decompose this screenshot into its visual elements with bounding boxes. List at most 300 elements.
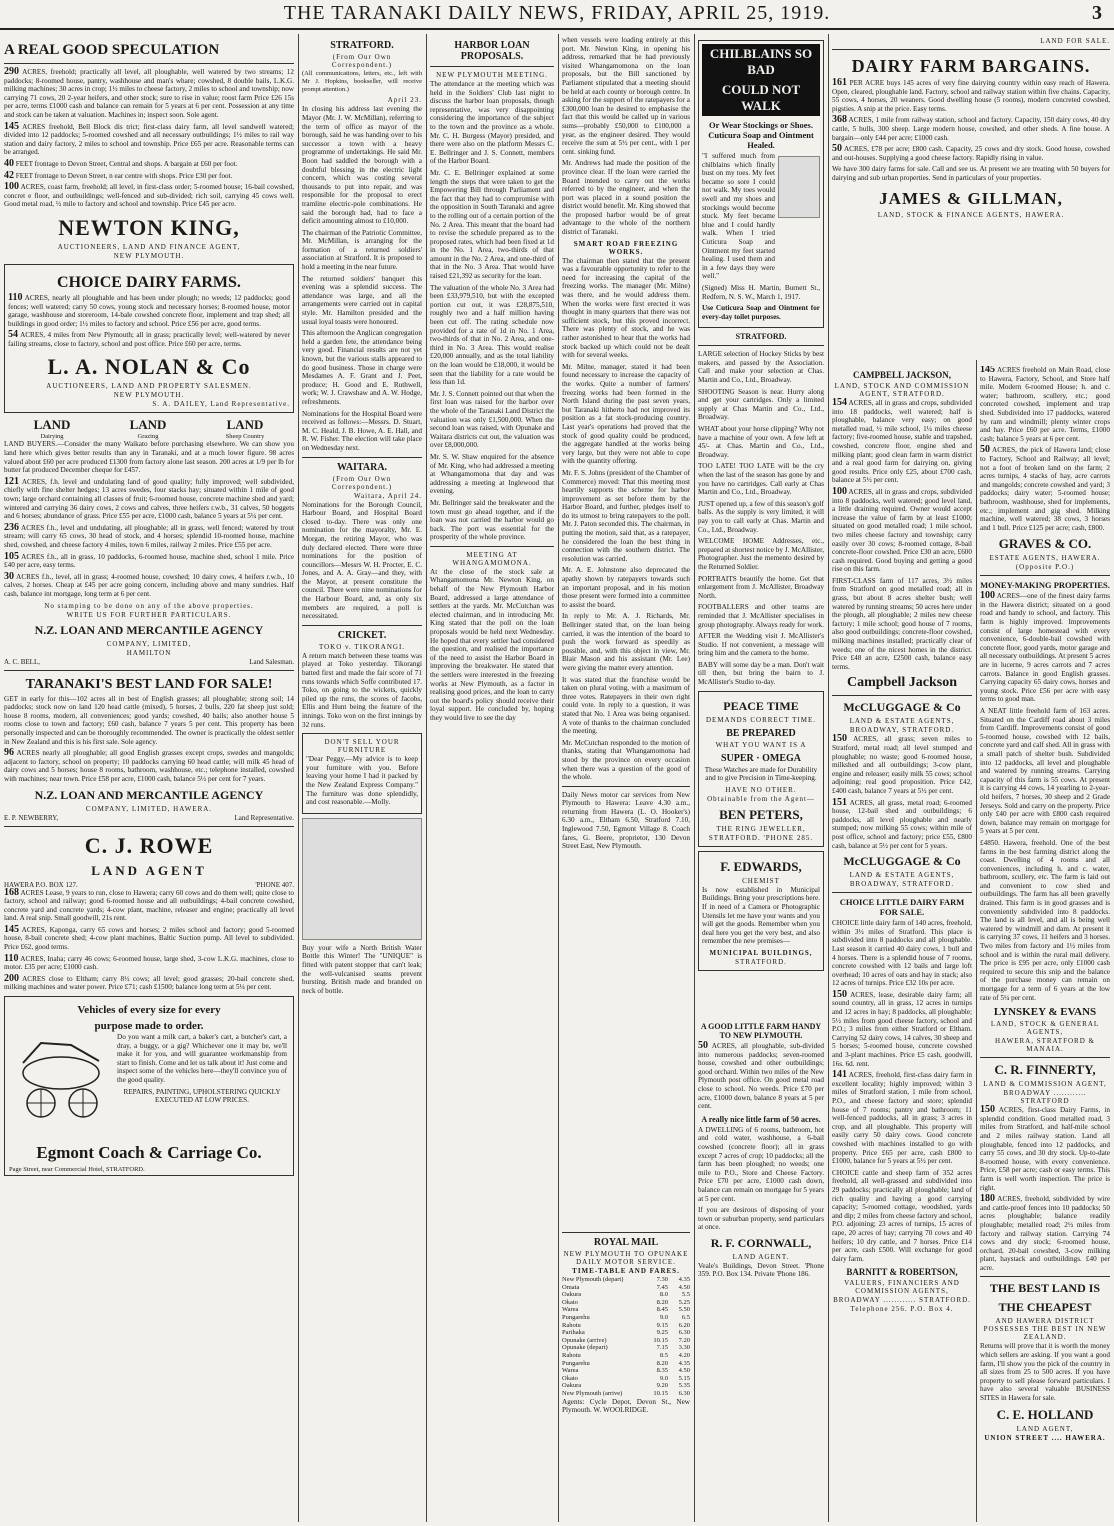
rep-name: E. P. NEWBERRY, [4, 813, 59, 822]
chilblains-ad [698, 40, 824, 328]
peace-heading: PEACE TIME [723, 698, 799, 713]
listing-acres: 180 [980, 1193, 995, 1205]
listing-150c [980, 1106, 1110, 1192]
listing-text: ACRES, all ploughable, sub-divided into numerous paddocks; seven-roomed house, cowshed and other outbuildings; good orchard. Within two miles of the New Plymouth post office. On good metal road close to school. No weeds. Price £70 per acre, £1000 down, balance 8 years at 5 per cent. [698, 1042, 824, 1111]
correspondent: (From Our Own Correspondent.) [331, 474, 393, 491]
listing-acres: 110 [4, 952, 19, 964]
timetable-time: 10.15 [653, 1389, 668, 1397]
cricket-heading: CRICKET. [337, 629, 387, 641]
divider [562, 786, 690, 787]
best-land-heading: TARANAKI'S BEST LAND FOR SALE! [25, 676, 273, 692]
news-paragraph: Mr. A. E. Johnstone also deprecated the apathy shown by ratepayers towards such an important proposal, and in his motion those present were formed into a committee to assist the board. [562, 566, 690, 609]
best-land-heading-2: THE BEST LAND IS [989, 1281, 1101, 1296]
listing-text: ACRES, freehold, first-class dairy farm in excellent locality; highly improved; within 3 miles of Stratford station, 1 mile from school, P.O., and cheese factory and store; splendid house of 7 rooms; pantry and bathroom; 11 well-fenced paddocks, all in grass; 3 acres in crop, and all ploughable. This property will easily carry 50 dairy cows. Good concrete cowshed with machines installed to go with property. Price £65 per acre, cash £800 to £1000, balance for 5 years at 5½ per cent. [832, 1071, 972, 1166]
chilblains-heading: CHILBLAINS SO BAD [702, 44, 820, 80]
classified: JUST opened up, a few of this season's golf balls. As the supply is very limited, it will pay you to call early at Chas. Martin and Co., Ltd., Broadway. [698, 499, 824, 534]
listing-text: ACRES f.h., level and undulating, all ploughable; all in grass, well fenced; watered by trout stream; will carry 65 cows, 30 head of stock, and 4 horses; splendid 10-roomed house, machine shed, cowshed, and cheese factory 4 miles, town 6 miles, railway 2 miles. Price £55 per acre. [4, 523, 294, 549]
news-paragraph: Nominations for the Borough Council, Harbour Board, and Hospital Board closed to-day. There was only one nomination for the mayoralty, Mr. E. Morgan, the retiring Mayor, who was duly declared elected. There were three nominations for the position of councillors—Messrs W. H. Procter, E. C. Jones, and A. A. Gray—and they, with the Mayor, at present constitute the council. There were nine nominations for the Harbour Board, and, as only six members are required, a poll is necessitated. [302, 500, 422, 621]
timetable-time: 6.5 [681, 1313, 690, 1321]
listing-acres: 105 [4, 550, 19, 562]
newton-king-place: NEW PLYMOUTH. [113, 251, 185, 260]
timetable-time: 9.20 [656, 1382, 668, 1390]
divider [832, 892, 972, 893]
listing-acres: 141 [832, 1069, 847, 1081]
column-rule [694, 34, 695, 1522]
listing-text: ACRES close to Eltham; carry 8½ cows; all level; good grasses; 20-bail concrete shed, milking machines and water power. Price £71; cash £1500; balance long term at 5¼ per cent. [4, 974, 294, 992]
finnerty-sub: LAND & COMMISSION AGENT, [983, 1080, 1107, 1089]
listing-acres: 30 [4, 570, 14, 582]
listing-150 [832, 735, 972, 795]
land-sub: Dairying [40, 433, 64, 441]
mccluggage-address: BROADWAY, STRATFORD. [849, 726, 955, 735]
peace-omega: SUPER · OMEGA [720, 752, 801, 764]
listing-text: ACRES, all grass, metal road; 6-roomed house, 12-bail shed and outbuildings; 6 paddocks, all level ploughable and nearly stumped; now milking 55 cows; within mile of post office, school and factory; price £55, £800 cash, balance at 5½ per cent for 5 years. [832, 798, 972, 850]
listing-text: ACRES, all in grass and crops, subdivided into 8 paddocks, well watered; good level land, a little draining required. Owner would accept increase the value of farm by at least £1000; situated on good metalled road; 1 mile school, two miles cheese factory and township; carry easily over 30 cows; 8-roomed cottage, 8-bail concrete-floor cowshed. Price £30 an acre, £600 cash required. Good buying and getting a good rise on this farm. [832, 487, 972, 574]
campbell-jackson-sub: LAND, STOCK AND COMMISSION AGENT, STRATFORD. [834, 382, 970, 398]
news-paragraph: when vessels were loading entirely at this port. Mr. Newton King, in opening his address, remarked that he had previously visited Whangamomona on the loan proposals, but the Bill sanctioned by Parliament stipulated that a meeting should be held at each county or borough centre. In asking for the support of the ratepayers for a £300,000 loan he desired to emphasise the fact that this would be called up in various sums—probably £50,000 to £100,000 a year, as the engineer desired. They would receive the sum at 5½ per cent., with 1 per cent. sinking fund. [562, 36, 690, 156]
listing-acres: 154 [832, 397, 847, 408]
listing-110b [4, 952, 294, 972]
nzl-hamilton-reps [4, 658, 294, 666]
news-paragraph: The valuation of the whole No. 3 Area had been £33,979,510, but with the excepted portion cut out, it was £28,875,510, roughly two and a half million having been cut off. The rating schedule now provided for a rate of 1d in No. 1 Area, two-thirds of that in No. 2 Area, and one-third in No. 3 Area. This would realise £20,000 annually, and as the total liability on the loan would be £18,000, it would be seen that the liability for a rate would be less than 1d. [430, 283, 554, 387]
furniture-body: "Dear Peggy,—My advice is to keep your furniture with you. Before leaving your home I had it packed by the New Zealand Express Company." The furniture was done splendidly, and cost reasonable.—Molly. [306, 755, 418, 807]
best-land-body: Returns will prove that it is worth the money which sellers are asking. If you want a good farm, I'll show you the pick of the country in all sizes from 25 to 500 acres. If you have property to sell please forward particulars. I have also several valuable BUSINESS SITES in Hawera for sale. [980, 1342, 1110, 1403]
choice-dairy-box [4, 264, 294, 414]
daily-news-service: Daily News motor car services from New Plymouth to Hawera: Leave 4.30 a.m., returning from Hawera (L. O. Hooker's) 6.30 a.m., Eltham 6.50, Stratford 7.10, Inglewood 7.50, Egmont Village 8. Coach fares, G. Beere, proprietor, 130 Devon Street East, New Plymouth. [562, 790, 690, 851]
column-rule [298, 34, 299, 1522]
listing-text: ACRES, all in grass and crops, subdivided into 18 paddocks, well watered; half is ploughable, balance very easy; on good metalled road, ½ mile school, 1¼ miles cheese factory; five-roomed house, stable and trapshed, cowshed, concrete floor, engine shed and milking plant; good clean farm in warm district and a real good farm for dairying on, giving good results. Price only £25, about £700 cash, balance at 5½ per cent. [832, 399, 972, 485]
classified: WELCOME HOME Addresses, etc., prepared at shortest notice by J. McAllister, Photographer. Just the memento desired by the Returned Soldier. [698, 537, 824, 571]
mccluggage-name: McCLUGGAGE & Co [843, 700, 961, 715]
timetable-row [562, 1314, 690, 1322]
timetable-time: 6.30 [678, 1329, 690, 1337]
land-block [130, 417, 167, 440]
vehicles-heading: Vehicles of every size for every [77, 1004, 221, 1017]
municipal-place: STRATFORD. [735, 958, 787, 966]
vehicles-ad [4, 996, 294, 1176]
timetable-time: 5.35 [678, 1382, 690, 1390]
nzl-hawera-name: N.Z. LOAN AND MERCANTILE AGENCY [34, 787, 264, 802]
listing-text: ACRES, all grass; seven miles to Stratford, metal road; all level stumped and ploughable; no waste; good 6-roomed house, milkshed and all outbuildings; 3-cow plant, engine and releaser; easily milk 55 cows; school adjoining; real good proposition. Price £42, £400 cash, balance 7 years at 5½ per cent. [832, 735, 972, 795]
timetable-row [562, 1299, 690, 1307]
land-for-sale: LAND FOR SALE. [1040, 37, 1110, 45]
news-paragraph: At the close of the stock sale at Whangamomona Mr. Newton King, on behalf of the New Plymouth Harbor Board, addressed a large attendance of settlers at the yards. Mr. McCutchan was elected chairman, and in introducing Mr. King stated that the poll on the loan proposals would be held next Wednesday. He hoped that every settler had considered the question, and realised the importance of the need to assist the Harbor Board in improving the breakwater. He stated that the settlers were interested in the freezing works at New Plymouth, as a factor in realising good prices, and the loan to carry out the board's policy should receive their loyal support. He concluded by, hoping they would live to see the day [430, 567, 554, 722]
edwards-ad [698, 851, 824, 971]
timetable-stop: Rahotu [562, 1351, 581, 1359]
timetable-stop: New Plymouth (arrive) [562, 1389, 623, 1397]
mccluggage-name-2: McCLUGGAGE & Co [843, 854, 961, 869]
listing-text: ACRES, £78 per acre; £800 cash. Capacity, 25 cows and dry stock. Good house, cowshed and out-houses. Supplying a good cheese factory. Rapidly rising in value. [832, 145, 1110, 162]
listing-50b [980, 446, 1110, 532]
land-sub: Sheep Country [225, 433, 265, 441]
timetable-row [562, 1344, 690, 1352]
land-word: LAND [226, 417, 264, 433]
listing-text: ACRES Lease, 9 years to run, close to Hawera; carry 60 cows and do them well; quite close to factory, school and railway; good 6-roomed house and all outbuildings; 4-bail concrete cowshed, concrete yard and concrete yards; 4-cow plant, machine, releaser and engine; practically all level land. A real snip. Small goodwill, 21s rent. [4, 888, 294, 923]
timetable-stop: Warea [562, 1367, 579, 1375]
timetable-row [562, 1306, 690, 1314]
chilblains-signed: (Signed) Miss H. Martin, Burnett St., Redfern, N. S. W., March 1, 1917. [702, 283, 820, 301]
peace-none: HAVE NO OTHER. [725, 785, 797, 794]
dateline: April 23. [387, 96, 422, 105]
timetable-row [562, 1382, 690, 1390]
rep-title: Land Salesman. [249, 657, 294, 666]
ben-peters-sub: THE RING JEWELLER, [716, 824, 806, 833]
listing-text: ACRES, nearly all ploughable and has been under plough; no weeds; 12 paddocks; good fences; well watered; carry 50 cows, young stock and necessary horses; 8-roomed house, motor garage, washhouse and storeroom, 14-bale cowshed concrete floor, implement and trap shed; all buildings in good order; 1½ miles to factory and school. Price £56 per acre, good terms. [8, 293, 291, 328]
timetable-stop: Opunake (depart) [562, 1344, 608, 1352]
timetable-stop: Pungarehu [562, 1313, 590, 1321]
listing-180 [980, 1195, 1110, 1272]
vehicles-heading-2: purpose made to order. [94, 1020, 204, 1033]
neat-farm: A NEAT little freehold farm of 163 acres. Situated on the Cardiff road about 3 miles from Cardiff. Improvements consist of good 5-roomed house, cowshed with 12 bails, concrete yard and calf shed. All in grass with a small patch of shelter bush. Subdivided into 12 paddocks, all level and ploughable and watered by running streams. Carrying capacity of this farm is 55 cows. At present it is carrying 44 cows, 14 yearling to 2-year-old heifers, 7 horses, 30 sheep and 2 Grade Jerseys. Sold and carry on the property. Price only £40 per acre with £800 cash required down, balance may remain on mortgage for 5 years at 5 per cent. [980, 707, 1110, 836]
whanga-heading: MEETING AT WHANGAMOMONA. [452, 550, 532, 567]
news-paragraph: In reply to Mr. A. J. Richards, Mr. Bellringer stated that, on the loan being carried, it was the intention of the board to push the work forward as speedily as possible, and, with this object in view, Mr. Blair Mason and his assistant (Mr. Lee) were giving the matter every attention. [562, 612, 690, 672]
harbor-heading: HARBOR LOAN PROPOSALS. [454, 40, 530, 62]
woman-portrait-icon [778, 156, 820, 218]
peace-obtain: Obtainable from the Agent— [707, 794, 815, 803]
cornwall-name: R. F. CORNWALL, [710, 1235, 812, 1250]
listing-100c [980, 592, 1110, 704]
listing-acres: 100 [832, 485, 847, 497]
dairy-bargains-heading: DAIRY FARM BARGAINS. [851, 56, 1091, 76]
timetable-stop: Parihaka [562, 1329, 585, 1337]
edwards-sub: CHEMIST [742, 876, 780, 885]
divider [832, 49, 1110, 50]
rep-title: Land Representative. [234, 813, 294, 822]
vehicles-repairs: REPAIRS, PAINTING, UPHOLSTERING QUICKLY EXECUTED AT LOW PRICES. [123, 1087, 281, 1105]
land-block [226, 417, 265, 440]
timetable-time: 7.20 [678, 1336, 690, 1344]
ben-peters-address: STRATFORD. 'PHONE 285. [708, 833, 814, 842]
james-gillman-name: JAMES & GILLMAN, [879, 188, 1063, 208]
listing-text: PER ACRE buys 145 acres of very fine dairying country within easy reach of Hawera. Open, cleared, ploughable land. Factory, school and railway station within five chains. Capacity, 55 cows, 4 horses, 20 weaners. Good dwelling house (5 rooms), modern concreted cowshed, pigsties. A snip at the price. Easy terms. [832, 79, 1110, 113]
timetable-row [562, 1360, 690, 1368]
choice-little-heading: CHOICE LITTLE DAIRY FARM FOR SALE. [839, 897, 965, 918]
horse-cart-illustration-icon [11, 1033, 111, 1125]
listing-text: ACRES freehold on Main Road, close to Hawera, Factory, School, and Store half mile. Modern 6-roomed House; h. and c. water; bathroom, scullery, etc.; good concreted cowshed, implement and trap shed. Subdivided into 17 paddocks, watered by ram and windmill; plenty winter crops and hay. Price £60 per acre. Terms, £1000 cash; balance 5 years at 6 per cent. [980, 366, 1110, 443]
classified: SHOOTING Season is near. Hurry along and get your cartridges. Only a limited supply at Chas Martin and Co., Ltd., Broadway. [698, 387, 824, 422]
news-paragraph: Mr. Andrews had made the position of the province clear. If the loan were carried the Board intended to carry out the works referred to by the engineer, and when the port was placed in a sound position the district would benefit. Mr. King showed that the proposed harbor would be of great advantage to the whole of the northern district of Taranaki. [562, 159, 690, 237]
dispose-text: If you are desirous of disposing of your town or suburban property, send particulars at once. [698, 1206, 824, 1232]
divider [430, 546, 554, 547]
timetable-time: 4.50 [678, 1283, 690, 1291]
timetable-time: 8.5 [659, 1351, 668, 1359]
timetable-stop: Oakura [562, 1382, 582, 1390]
listing-acres: 121 [4, 475, 19, 487]
water-bottle-illustration-icon [302, 818, 422, 940]
news-paragraph: Mr. F. S. Johns (president of the Chamber of Commerce) moved: That this meeting most heartily supports the scheme for harbor improvement as set before them by the Harbor Board, and further, pledges itself to do its utmost to bring ratepayers to the poll. Mr. J. Paton seconded this. The chairman, in putting the motion, said that, as a ratepayer, he considered the loan the best thing in connection with the southern district. The resolution was carried. [562, 468, 690, 563]
divider [832, 695, 972, 696]
timetable-row [562, 1284, 690, 1292]
listing-acres: 145 [4, 120, 19, 132]
page-number: 3 [1092, 2, 1102, 24]
listing-text: ACRES nearly all ploughable; all good English grasses except crops, swedes and mangolds; adjacent to factory, school on property; 10 paddocks carrying 60 head cattle; will milk 45 head of dairy cows and 5 horses; house 8 rooms, bathroom, washhouse, etc.; telephone installed, cowshed with machines; near town. Price £58 per acre, £1000 cash, balance 5½ per cent for 7 years. [4, 749, 294, 783]
listing-141 [832, 1071, 972, 1166]
listing-text: ACRES f.h., all in grass, 10 paddocks, 6-roomed house, machine shed, school 1 mile. Price £40 per acre, easy terms. [4, 552, 294, 570]
newton-king-name: NEWTON KING, [58, 214, 240, 240]
timetable-time: 4.35 [678, 1359, 690, 1367]
listing-text: ACRES, freehold, subdivided by wire and cattle-proof fences into 10 paddocks; 50 acres ploughable; balance readily ploughable; metalled road; 2½ miles from factory and railway station. Carrying 74 cows and dry stock; 6-roomed house, orchard, 20-bail cowshed, 3-cow milking plant, haystack and outbuildings. £40 per acre. [980, 1195, 1110, 1272]
timetable-stop: Oakura [562, 1291, 582, 1299]
land-triple [4, 417, 294, 440]
hawera-freehold: £4850. Hawera, freehold. One of the best farms in the best farming district along the coast. Dwelling of 4 rooms and all conveniences, including h. and c. water, bathroom, scullery, etc. The farm is laid out and convenient to cow shed and outbuildings. The farm has all been gravelly drained. This farm is in good grasses and is conveniently subdivided into 8 paddocks. The land is all level, and all is being well watered by windmill and dam. At present it is carrying 37 cows, 11 heifers and 3 horses. Two miles from factory and 1½ miles from school and is within the rural mail delivery. The price is £95 per acre, only £1000 cash required to secure this snip and the balance of the purchase money can remain on mortgage for a term of 6 years at the low rate of 5¼ per cent. [980, 838, 1110, 1002]
column-stratford-agents [832, 366, 972, 1522]
holland-address: UNION STREET .... HAWERA. [984, 1433, 1106, 1442]
timetable-row [562, 1367, 690, 1375]
nolan-name: L. A. NOLAN & Co [47, 354, 251, 380]
timetable-time: 8.20 [656, 1298, 668, 1306]
timetable-stop: Opunake (arrive) [562, 1336, 607, 1344]
land-block [34, 417, 71, 440]
masthead [0, 0, 1114, 30]
timetable-stop: Omata [562, 1283, 580, 1291]
listing-acres: 50 [698, 1040, 708, 1051]
listing-acres: 100 [980, 590, 995, 602]
rep-name: A. C. BELL, [4, 657, 40, 666]
news-paragraph: Mr. McCutchan responded to the motion of thanks, stating that Whangamomona had stood by the province on every occasion when there was a question of the good of the whole. [562, 738, 690, 782]
peace-sub: DEMANDS CORRECT TIME. [705, 715, 816, 724]
listing-acres: 50 [980, 444, 990, 456]
nzl-hamilton-place: HAMILTON [126, 648, 172, 657]
timetable-time: 8.45 [656, 1306, 668, 1314]
column-hawera-agents [980, 366, 1110, 1522]
news-paragraph: The attendance at the meeting which was held in the Soldiers' Club last night to discuss the harbor loan proposals, though representative, was very disappointing considering the importance of the subject to the town and the province as a whole. Mr. C. H. Burgess (Mayor) presided, and there were also on the platform Messrs C. E. Bellringer and J. S. Connett, members of the Harbor Board. [430, 80, 554, 166]
dateline: Waitara, April 24. [354, 491, 422, 500]
dairy-more: We have 300 dairy farms for sale. Call and see us. At present we are treating with 50 buyers for dairying and sub urban properties. Send in particulars of your properties. [832, 165, 1110, 182]
newton-king-sub: AUCTIONEERS, LAND AND FINANCE AGENT, [57, 242, 241, 251]
vehicles-body-wrap [117, 1033, 287, 1108]
timetable-stop: Pungarehu [562, 1359, 590, 1367]
news-paragraph: Mr. C. E. Bellringer explained at some length the steps that were taken to get the Empowering Bill through Parliament and the fact that they had to compromise with the opposition in South Taranaki and agree to the rolling out of a certain portion of the No. 2 Area. This meant that the board had to revise the schedule prepared as to the proposed rates, which had been fixed at 1d in the No. 1 Area, two-thirds of that amount in the No. 2 Area, and one-third of that in the No. 3 Area. That would have raised £21,392 as security for the loan. [430, 168, 554, 281]
listing-236 [4, 521, 294, 550]
timetable-time: 5.25 [678, 1298, 690, 1306]
timetable-time: 7.30 [656, 1276, 668, 1283]
ben-peters-name: BEN PETERS, [719, 806, 803, 822]
cornwall-sub: LAND AGENT. [732, 1252, 790, 1261]
news-paragraph: Nominations for the Hospital Board were received as follows:—Messrs. D. Stuart, M. C. Heald, J. B. Howe, A. E. Hall, and R. W. Fisher. The election will take place on Wednesday next. [302, 409, 422, 452]
choice-dairy-heading: CHOICE DAIRY FARMS. [57, 273, 241, 291]
timetable [562, 1276, 690, 1398]
holland-name: C. E. HOLLAND [996, 1406, 1094, 1422]
column-rule [558, 34, 559, 1522]
timetable-stop: Okato [562, 1374, 578, 1382]
rowe-name: C. J. ROWE [84, 832, 214, 858]
listing-text: ACRES, first-class Dairy Farms, in splendid condition. Good metalled road, 3 miles from Stratford, and half-mile school and 2 miles railway station. Land all ploughable, fenced into 12 paddocks, and carry 55 cows, and 30 dry stock. Up-to-date 8-roomed house, with every convenience. Price, £58 per acre; cash or easy terms. This farm is well worth inspection. The price is right. [980, 1106, 1110, 1192]
graves-name: GRAVES & CO. [998, 536, 1092, 552]
good-farm-heading: A GOOD LITTLE FARM HANDY TO NEW PLYMOUTH. [700, 1022, 822, 1040]
peace-body: These Watches are made for Durability and to give Precision in Time-keeping. [704, 765, 818, 783]
listing-105 [4, 550, 294, 570]
peace-time-ad [698, 691, 824, 847]
divider [4, 63, 294, 64]
listing-368 [832, 116, 1110, 142]
listing-145c [980, 366, 1110, 443]
write-us: WRITE US FOR FURTHER PARTICULARS. [66, 610, 232, 619]
divider [302, 625, 422, 626]
land-word: LAND [33, 417, 71, 433]
chilblains-foot: Use Cuticura Soap and Ointment for every-day toilet purposes. [702, 304, 820, 321]
news-paragraph: Mr. S. W. Shaw enquired for the absence of Mr. King, who had addressed a meeting at Whangamomona that day and was addressing a meeting at Inglewood that evening. [430, 452, 554, 496]
stratford-ads-heading: STRATFORD. [735, 332, 787, 342]
divider [4, 826, 294, 827]
timetable-stop: Okato [562, 1298, 578, 1306]
timetable-time: 10.15 [653, 1336, 668, 1344]
chilblains-heading-2: COULD NOT WALK [702, 80, 820, 116]
timetable-time: 8.0 [659, 1291, 668, 1299]
dairy-bargains-ad [832, 36, 1110, 356]
timetable-time: 4.20 [678, 1351, 690, 1359]
listing-text: ACRES, coast farm, freehold; all level, in first-class order; 5-roomed house; 16-bail cowshed, concret e floor, and outbuildings; well-fenced and sub-divided; rich soil, carrying 45 cows well. Good metal road, ½ mile to factory and school and township. Price £45 per acre. [4, 183, 294, 209]
lynskey-address: HAWERA, STRATFORD & MANAIA. [995, 1037, 1095, 1054]
listing-acres: 151 [832, 796, 847, 808]
timetable-row [562, 1337, 690, 1345]
listing-161 [832, 79, 1110, 113]
timetable-stop: Rahotu [562, 1321, 581, 1329]
listing-145 [4, 120, 294, 157]
classified: PORTRAITS beautify the home. Get that enlargement from J. McAllister, Broadway North. [698, 574, 824, 600]
lynskey-sub: LAND, STOCK & GENERAL AGENTS, [990, 1020, 1100, 1037]
column-stratford-news [302, 36, 422, 1522]
land-word: LAND [129, 417, 167, 433]
listing-acres: 145 [980, 366, 995, 375]
holland-sub: LAND AGENT, [1016, 1424, 1074, 1433]
nzl-hamilton-sub: COMPANY, LIMITED, [106, 639, 192, 648]
barnitt-name: BARNITT & ROBERTSON, [846, 1267, 958, 1278]
listing-text: ACRES, lease, desirable dairy farm; all sound country, all in grass, 12 acres in turnips and 12 acres in hay; 8 paddocks, all ploughable; 5½ miles from good cheese factory, school and P.O.; 3 miles from either Stratford or Eltham. Carrying 52 dairy cows, 14 calves, 30 sheep and 5 horses; 5-roomed house, concrete cowshed and 3-plant machines. Price £5 cash, goodwill, 16s. 6d. rent. [832, 990, 972, 1068]
royal-mail-heading: ROYAL MAIL [593, 1237, 659, 1248]
campbell-jackson-signature: Campbell Jackson [846, 675, 958, 691]
listing-text: ACRES, f.h. level and undulating land of good quality; fully improved; well subdivided, chiefly with fine shelter hedges; 13 acres swedes, four stacks hay; situated within 1 mile of good town; large orchard containing all classes of fruit; 6-roomed house, concrete machine shed and yard; wintered and carrying 36 dairy cows, 2 cows and calves, three heifers r.w.b., 31 calves, 50 hoggets and 6 horses; abundance of grass. Price £55 per acre, £1000 cash, balance 5 years at 5¼ per cent. [4, 477, 294, 521]
news-paragraph: This afternoon the Anglican congregation held a garden fete, the attendance being very good. Financial results are not yet known, but the various stalls appeared to do good business. Those in charge were Mesdames A. F. Grant and J. Peet, produce; H. Good and E. Ruthwell, work; W. J. Crawshaw and A. W. Hodge, refreshments. [302, 329, 422, 406]
timetable-row [562, 1390, 690, 1398]
listing-acres: 150 [980, 1104, 995, 1116]
nzl-hamilton-name: N.Z. LOAN AND MERCANTILE AGENCY [34, 622, 264, 637]
column-harbor-loan [430, 36, 554, 1522]
listing-150b [832, 988, 972, 1068]
news-paragraph: The chairman of the Patriotic Committee, Mr. McMillan, is arranging for the formation of a returned soldiers' association at Stratford. It is proposed to hold a meeting in the near future. [302, 228, 422, 272]
james-gillman-sub: LAND, STOCK & FINANCE AGENTS, HAWERA. [877, 210, 1065, 219]
timetable-time: 5.15 [678, 1374, 690, 1382]
rowe-contact [4, 881, 294, 889]
timetable-time: 8.35 [656, 1367, 668, 1375]
chilblains-body-row [702, 152, 820, 284]
listing-text: ACRES, the pick of Hawera land; close to Factory, School and Railway; all level; not a foot of broken land on the farm; 2 acres turnips, 4 stacks of hay, acre carrots and mangolds; concrete cowshed and yard; 3 paddocks; dairy water; 5-roomed house; bathroom, washhouse, shed for implements, etc.; implement and gig shed. Milking machine, well watered; 38 cows, 3 horses and 1 bull. Price £125 per acre; cash, £800. [980, 446, 1110, 532]
listing-acres: 40 [4, 157, 14, 169]
column-land-ads [4, 36, 294, 1522]
divider [302, 457, 422, 458]
listing-acres: 150 [832, 988, 847, 1000]
finnerty-name: C. R. FINNERTY, [994, 1062, 1096, 1078]
timetable-time: 9.0 [659, 1313, 668, 1321]
timetable-time: 8.20 [656, 1359, 668, 1367]
divider [980, 1276, 1110, 1277]
listing-54 [8, 331, 290, 348]
barnitt-address: BROADWAY ............ STRATFORD. [833, 1296, 971, 1305]
timetable-time: 5.50 [678, 1306, 690, 1314]
divider [980, 1057, 1110, 1058]
timetable-time: 9.25 [656, 1329, 668, 1337]
listing-text: FEET frontage to Devon Street, n ear centre with shops. Price £30 per foot. [15, 171, 233, 180]
money-making-heading: MONEY-MAKING PROPERTIES. [980, 580, 1110, 591]
column-good-farm [698, 1018, 824, 1518]
divider [4, 670, 294, 671]
timetable-row [562, 1375, 690, 1383]
timetable-time: 6.20 [678, 1321, 690, 1329]
listing-acres: 290 [4, 66, 19, 77]
classified: LARGE selection of Hockey Sticks by best makers, and passed by the Association. Call and make your selection at Chas. Martin and Co., Ltd., Broadway. [698, 350, 824, 385]
listing-50-np [698, 1042, 824, 1111]
campbell-jackson-name: CAMPBELL JACKSON, [852, 370, 951, 380]
column-rule [426, 34, 427, 1522]
listing-acres: 161 [832, 77, 847, 88]
nzl-hawera-sub: COMPANY, LIMITED, HAWERA. [85, 804, 213, 813]
land-sub: Grazing [137, 433, 159, 441]
royal-mail-sub: NEW PLYMOUTH TO OPUNAKE DAILY MOTOR SERVICE. [563, 1250, 689, 1266]
stratford-heading: STRATFORD. [330, 40, 394, 51]
listing-40 [4, 157, 294, 169]
news-paragraph: In closing his address last evening the Mayor (Mr. J. W. McMillan), referring to the term of office as mayor of the borough, said he was handing over to his successor a town with a heavy programme of undertakings. He said Mr. Boon had saddled the borough with a doubtful blessing in the electric light concern, which was costing several thousands to put into repair, and was responsible for the proposal to erect tramline electric-pole combinations. He said the borough had, had to face a deficit amounting almost to £10,000. [302, 105, 422, 226]
timetable-time: 5.5 [681, 1291, 690, 1299]
peace-what: WHAT YOU WANT IS A [715, 740, 807, 749]
rowe-phone: 'PHONE 407. [255, 880, 294, 889]
land-buyers-text: LAND BUYERS.—Consider the many Waikato before purchasing elsewhere. We can show you land here which gives better results than any in Taranaki, and at a much lower figure. 98 acres valued about £60 per acre produced £1300 from factory alone last season. 200 acres at 1/9 per lb for butter fat produced December cheque for £457. [4, 440, 294, 475]
listing-acres: 110 [8, 291, 23, 303]
listing-145b [4, 923, 294, 952]
listing-acres: 150 [832, 733, 847, 745]
barnitt-tel: Telephone 256. P.O. Box 4. [850, 1305, 954, 1314]
listing-acres: 200 [4, 972, 19, 984]
listing-154 [832, 399, 972, 485]
nolan-place: NEW PLYMOUTH. [113, 391, 185, 400]
rowe-sub: LAND AGENT [91, 862, 207, 878]
timetable-time: 4.50 [678, 1367, 690, 1375]
peace-prepared: BE PREPARED [726, 727, 796, 739]
dwelling-text: A DWELLING of 6 rooms, bathroom, hot and cold water, washhouse, a 6-bail cowshed (concrete floor); all in grass except 7 acres of crop; 10 paddocks; all the farm has been ploughed; no weeds; one mile to P.O., Store and Cheese Factory. Price £70 per acre, £1000 cash down, balance can remain on mortgage for 5 years at 5 per cent. [698, 1125, 824, 1203]
best-land-sub: AND HAWERA DISTRICT POSSESSES THE BEST IN NEW ZEALAND. [983, 1317, 1107, 1342]
listing-168 [4, 886, 294, 923]
furniture-ad [302, 733, 422, 814]
edwards-name: F. EDWARDS, [720, 858, 802, 874]
mccluggage-address-2: BROADWAY, STRATFORD. [849, 880, 955, 889]
egmont-name: Egmont Coach & Carriage Co. [36, 1143, 262, 1163]
mccluggage-sub-2: LAND & ESTATE AGENTS, [849, 871, 955, 880]
news-paragraph: Mr. Milne, manager, stated it had been found necessary to increase the capacity of the works. Quite a number of farmers' freezing works had been formed in the North Island during the past seven years, but Taranaki hitherto had not improved its position as a fat stock-producing country. Last year's operations had proved that the stock of good quality could be produced, the aggregate handled at the works being very large, but they were not able to cope with the quantity offering. [562, 362, 690, 466]
rowe-box: HAWERA P.O. BOX 127. [4, 880, 78, 889]
listing-acres: 145 [4, 923, 19, 935]
cheapest-heading: THE CHEAPEST [998, 1300, 1092, 1315]
listing-text: ACRES, 1 mile from railway station, school and factory. Capacity, 150 dairy cows, 40 dry cattle, 5 bulls, 300 sheep. Large modern house, cowshed, and other sheds. A fine house. A bargain—only £44 per acre; £1000 cash. [832, 116, 1110, 142]
timetable-row [562, 1276, 690, 1284]
listing-text: ACRES, 4 miles from New Plymouth; all in grass; practically level; well-watered by never failing streams, close to factory, school and post office. Price £60 per acre, terms. [8, 331, 291, 348]
chilblains-sub: Or Wear Stockings or Shoes. Cuticura Soap and Ointment Healed. [708, 120, 814, 150]
classified: TOO LATE! TOO LATE will be the cry when the last of the season has gone by and you have no cartridges. Call early at Chas Martin and Co., Ltd., Broadway. [698, 462, 824, 497]
listing-acres: 100 [4, 181, 19, 193]
smart-road-heading: SMART ROAD FREEZING WORKS. [573, 239, 679, 256]
nolan-sub: AUCTIONEERS, LAND AND PROPERTY SALESMEN. [46, 382, 252, 391]
edwards-body: Is now established in Municipal Buildings. Bring your prescriptions here. If in need of a Camera or Photographic Utensils let me have your wants and you will get the goods. Remember when you deal here you get the very best, and also remember the new premises— [702, 885, 820, 946]
masthead-title: THE TARANAKI DAILY NEWS, FRIDAY, APRIL 25, 1919. [283, 2, 831, 24]
listing-text: ACRES, Inaha; carry 46 cows; 6-roomed house, large shed, 3-cow L.K.G. machines, close to motor. £35 per acre; £1000 cash. [4, 954, 294, 972]
divider [980, 575, 1110, 576]
news-paragraph: The returned soldiers' banquet this evening was a splendid success. The attendance was large, and all the arrangements were carried out in capital style. Mr. Hamilton presided and the usual loyal toasts were honoured. [302, 274, 422, 326]
listing-acres: 168 [4, 886, 19, 898]
listing-text: ACRES freehold, Bell Block dis trict; first-class dairy farm, all level sandwell watered; divided into 12 paddocks; 5-roomed cowshed and all necessary outbuildings; 1½ miles to rail way station and dairy factory, 2 miles to school and township. Price £65 per acre. Reasonable terms can be arranged. [4, 122, 294, 157]
timetable-time: 7.15 [656, 1344, 668, 1352]
chilblains-body: "I suffered much from chilblains which finally bust on my toes. My feet became so sore I could not walk. My toes would swell and my shoes and stockings would become stuck. My feet became blue and I could hardly walk. When I tried Cuticura Soap and Ointment my feet started healing. I used them and in a few days they were well." [702, 152, 775, 281]
listing-151 [832, 796, 972, 851]
timetable-row [562, 1352, 690, 1360]
classified: AFTER the Wedding visit J. McAllister's Studio. If not convenient, a message will bring him and the camera to the home. [698, 632, 824, 658]
listing-110 [8, 291, 291, 328]
